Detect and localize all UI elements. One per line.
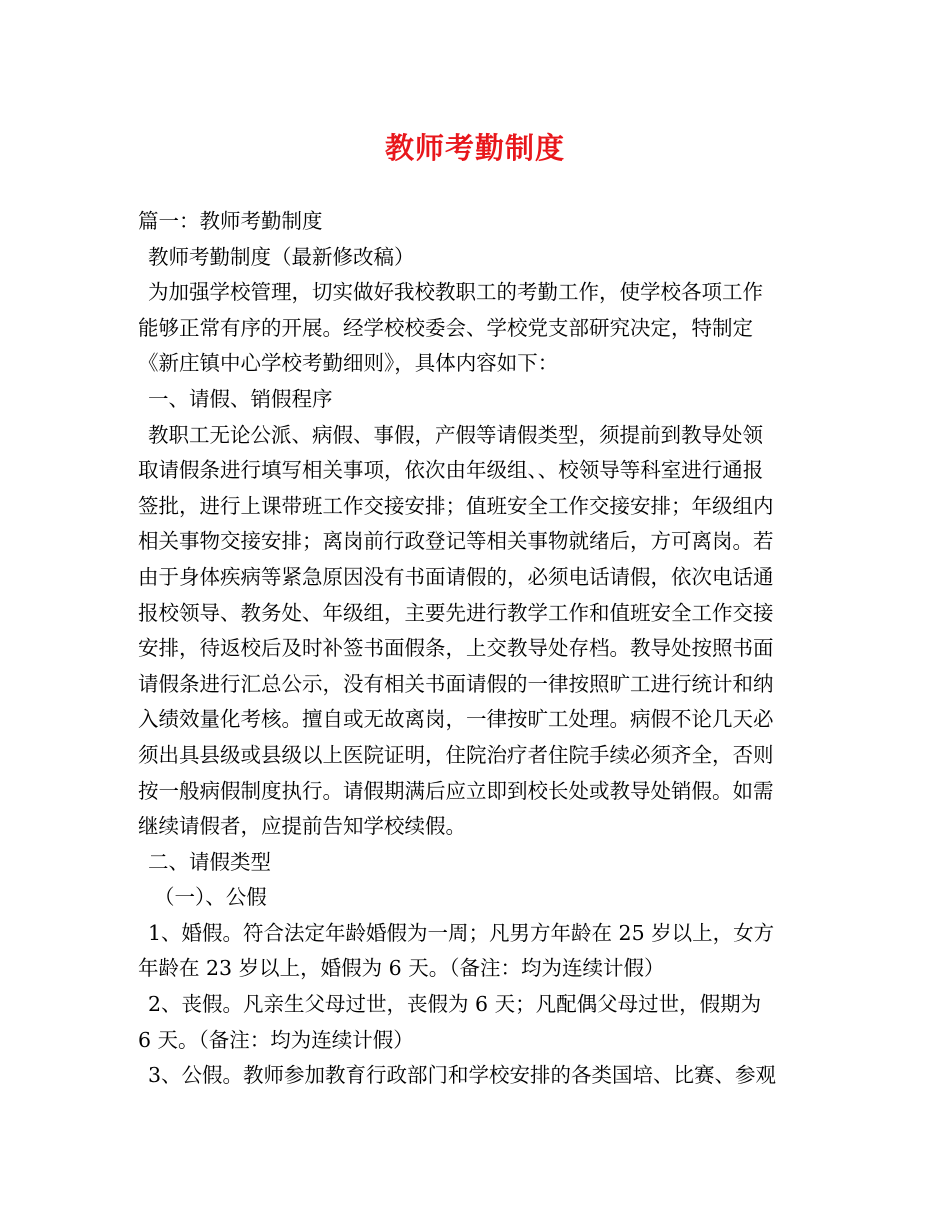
list-item-line: 6 天。（备注：均为连续计假） <box>138 1027 414 1052</box>
document-body <box>138 204 818 1094</box>
paragraph-line: 继续请假者，应提前告知学校续假。 <box>138 814 466 839</box>
subsection-heading: （一）、公假 <box>154 885 267 910</box>
paragraph-line: 教职工无论公派、病假、事假，产假等请假类型，须提前到教导处领 <box>148 422 763 447</box>
paragraph-line: 报校领导、教务处、年级组，主要先进行教学工作和值班安全工作交接 <box>138 600 774 625</box>
document-title: 教师考勤制度 <box>384 131 565 165</box>
subtitle-line: 教师考勤制度（最新修改稿） <box>148 244 415 269</box>
paragraph-line: 须出具县级或县级以上医院证明，住院治疗者住院手续必须齐全，否则 <box>138 742 774 767</box>
paragraph-line: 签批，进行上课带班工作交接安排；值班安全工作交接安排；年级组内 <box>138 493 774 518</box>
paragraph-line: 请假条进行汇总公示，没有相关书面请假的一律按照旷工进行统计和纳 <box>138 671 774 696</box>
paragraph-line: 能够正常有序的开展。经学校校委会、学校党支部研究决定，特制定 <box>138 315 753 340</box>
paragraph-line: 相关事物交接安排；离岗前行政登记等相关事物就绪后，方可离岗。若 <box>138 529 774 554</box>
list-item-line: 3、公假。教师参加教育行政部门和学校安排的各类国培、比赛、参观 <box>148 1063 777 1088</box>
section-heading: 篇一：教师考勤制度 <box>138 209 323 233</box>
paragraph-line: 《新庄镇中心学校考勤细则》，具体内容如下： <box>138 351 559 376</box>
section-heading: 一、请假、销假程序 <box>148 386 333 411</box>
paragraph-line: 取请假条进行填写相关事项，依次由年级组、、校领导等科室进行通报 <box>138 458 764 483</box>
paragraph-line: 为加强学校管理，切实做好我校教职工的考勤工作，使学校各项工作 <box>148 280 763 305</box>
paragraph-line: 入绩效量化考核。擅自或无故离岗，一律按旷工处理。病假不论几天必 <box>138 707 774 732</box>
paragraph-line: 由于身体疾病等紧急原因没有书面请假的，必须电话请假，依次电话通 <box>138 564 774 589</box>
list-item-line: 1、婚假。符合法定年龄婚假为一周；凡男方年龄在 25 岁以上，女方 <box>148 920 775 945</box>
paragraph-line: 按一般病假制度执行。请假期满后应立即到校长处或教导处销假。如需 <box>138 778 774 803</box>
paragraph-line: 安排，待返校后及时补签书面假条，上交教导处存档。教导处按照书面 <box>138 636 774 661</box>
list-item-line: 年龄在 23 岁以上，婚假为 6 天。（备注：均为连续计假） <box>138 956 665 981</box>
list-item-line: 2、丧假。凡亲生父母过世，丧假为 6 天；凡配偶父母过世，假期为 <box>148 992 762 1017</box>
section-heading: 二、请假类型 <box>148 849 271 874</box>
